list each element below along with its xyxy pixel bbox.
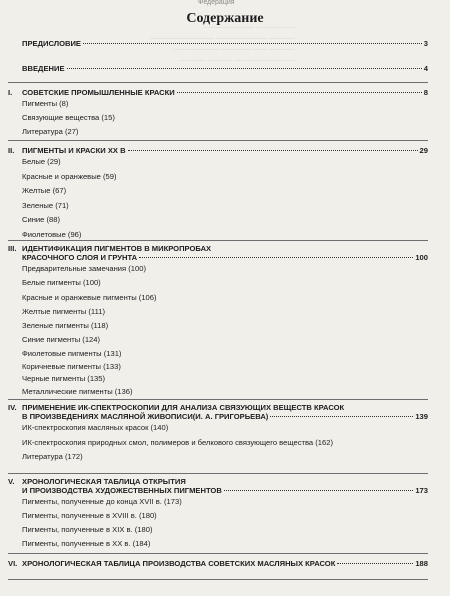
- leader-dots: [224, 490, 414, 491]
- toc-subentry[interactable]: Фиолетовые пигменты (131): [22, 348, 122, 358]
- toc-entry-page: 188: [415, 559, 428, 568]
- toc-subentry[interactable]: Черные пигменты (135): [22, 374, 106, 384]
- toc-entry-page: 4: [423, 64, 428, 73]
- toc-entry-preface[interactable]: [8, 39, 428, 48]
- leader-dots: [139, 257, 413, 258]
- section-rule: [8, 140, 428, 141]
- toc-entry-number: III.: [8, 244, 17, 253]
- toc-subentry[interactable]: Фиолетовые (96): [22, 229, 82, 239]
- toc-entry-chapter-1[interactable]: [8, 88, 428, 139]
- toc-subentry[interactable]: ИК-спектроскопия природных смол, полимеров и белкового связующего вещества (162): [22, 437, 333, 447]
- toc-entry-title: СОВЕТСКИЕ ПРОМЫШЛЕННЫЕ КРАСКИ: [22, 88, 175, 97]
- toc-subentry[interactable]: Желтые (67): [22, 186, 67, 196]
- toc-entry-title: ПРИМЕНЕНИЕ ИК-СПЕКТРОСКОПИИ ДЛЯ АНАЛИЗА СВЯЗУЮЩИХ ВЕЩЕСТВ КРАСОК: [22, 403, 345, 412]
- toc-subentry[interactable]: Предварительные замечания (100): [22, 264, 147, 273]
- toc-subentry[interactable]: Красные и оранжевые пигменты (106): [22, 292, 157, 302]
- toc-entry-author: (И. А. ГРИГОРЬЕВА): [192, 412, 269, 421]
- toc-subentry[interactable]: Зеленые пигменты (118): [22, 321, 109, 331]
- toc-entry-page: 8: [423, 88, 428, 97]
- toc-subentry[interactable]: Красные и оранжевые (59): [22, 171, 117, 181]
- section-rule: [8, 473, 428, 474]
- leader-dots: [83, 43, 422, 44]
- toc-subentry[interactable]: Белые пигменты (100): [22, 278, 101, 288]
- toc-subentry[interactable]: Связующие вещества (15): [22, 113, 115, 122]
- section-rule: [8, 579, 428, 580]
- toc-entry-title: ХРОНОЛОГИЧЕСКАЯ ТАБЛИЦА ПРОИЗВОДСТВА СОВЕТСКИХ МАСЛЯНЫХ КРАСОК: [22, 559, 336, 568]
- toc-subentry[interactable]: Пигменты, полученные в XVIII в. (180): [22, 511, 157, 520]
- toc-subentry[interactable]: Пигменты, полученные до конца XVII в. (173): [22, 497, 182, 506]
- leader-dots: [67, 68, 422, 69]
- toc-subentry-list: [8, 495, 428, 551]
- toc-subentry[interactable]: Синие пигменты (124): [22, 335, 101, 345]
- toc-entry-page: 100: [415, 253, 428, 262]
- toc-subentry[interactable]: Зеленые (71): [22, 200, 69, 210]
- toc-subentry[interactable]: Пигменты, полученные в XX в. (184): [22, 539, 151, 548]
- toc-entry-page: 29: [419, 146, 428, 155]
- toc-subentry[interactable]: Пигменты (8): [22, 99, 69, 108]
- toc-subentry[interactable]: Литература (27): [22, 127, 79, 136]
- toc-entry-title: ИДЕНТИФИКАЦИЯ ПИГМЕНТОВ В МИКРОПРОБАХ: [22, 244, 212, 253]
- toc-entry-chapter-2[interactable]: [8, 146, 428, 243]
- toc-entry-chapter-5[interactable]: [8, 477, 428, 551]
- toc-entry-number: II.: [8, 146, 15, 155]
- toc-entry-title: ПРЕДИСЛОВИЕ: [22, 39, 81, 48]
- toc-entry-number: I.: [8, 88, 13, 97]
- leader-dots: [128, 150, 418, 151]
- toc-subentry-list: [8, 155, 428, 243]
- toc-subentry-list: [8, 262, 428, 348]
- toc-entry-number: V.: [8, 477, 15, 486]
- toc-entry-title: ВВЕДЕНИЕ: [22, 64, 65, 73]
- toc-subentry[interactable]: ИК-спектроскопия масляных красок (140): [22, 423, 169, 432]
- toc-subentry[interactable]: Пигменты, полученные в XIX в. (180): [22, 525, 153, 534]
- toc-entry-page: 173: [415, 486, 428, 495]
- top-fragment-text: Федерация: [198, 0, 235, 6]
- toc-entry-introduction[interactable]: [8, 64, 428, 73]
- toc-entry-title: ХРОНОЛОГИЧЕСКАЯ ТАБЛИЦА ОТКРЫТИЯ: [22, 477, 186, 486]
- toc-subentry[interactable]: Белые (29): [22, 157, 61, 166]
- toc-subentry[interactable]: Синие (88): [22, 215, 60, 225]
- section-rule: [8, 82, 428, 83]
- toc-subentry[interactable]: Литература (172): [22, 452, 83, 461]
- leader-dots: [177, 92, 422, 93]
- page-title: Содержание: [186, 11, 264, 26]
- section-rule: [8, 399, 428, 400]
- toc-entry-chapter-6[interactable]: [8, 559, 428, 568]
- toc-entry-page: 139: [415, 412, 428, 421]
- toc-entry-number: IV.: [8, 403, 17, 412]
- toc-entry-title-continued: И ПРОИЗВОДСТВА ХУДОЖЕСТВЕННЫХ ПИГМЕНТОВ: [22, 486, 222, 495]
- toc-entry-number: VI.: [8, 559, 18, 568]
- toc-subentry-list: [8, 97, 428, 139]
- toc-entry-title-continued: КРАСОЧНОГО СЛОЯ И ГРУНТА: [22, 253, 138, 262]
- bleed-through-text: ────── ──────── ──── ──────── ────────── ──── ── ───── ─────── ──────── ─ ──── ────: [150, 22, 295, 65]
- toc-entry-chapter-4[interactable]: [8, 403, 428, 465]
- toc-entry-title: ПИГМЕНТЫ И КРАСКИ XX В: [22, 146, 126, 155]
- toc-subentry[interactable]: Желтые пигменты (111): [22, 306, 105, 316]
- toc-subentry-list: [8, 421, 428, 465]
- toc-subentry[interactable]: Коричневые пигменты (133): [22, 361, 121, 371]
- toc-entry-page: 3: [423, 39, 428, 48]
- toc-entry-title-continued: В ПРОИЗВЕДЕНИЯХ МАСЛЯНОЙ ЖИВОПИСИ: [22, 412, 193, 421]
- section-rule: [8, 553, 428, 554]
- section-rule: [8, 240, 428, 241]
- leader-dots: [270, 416, 413, 417]
- toc-subentry-list: [8, 348, 428, 399]
- toc-entry-chapter-3[interactable]: [8, 244, 428, 399]
- leader-dots: [337, 563, 413, 564]
- toc-subentry[interactable]: Металлические пигменты (136): [22, 387, 133, 397]
